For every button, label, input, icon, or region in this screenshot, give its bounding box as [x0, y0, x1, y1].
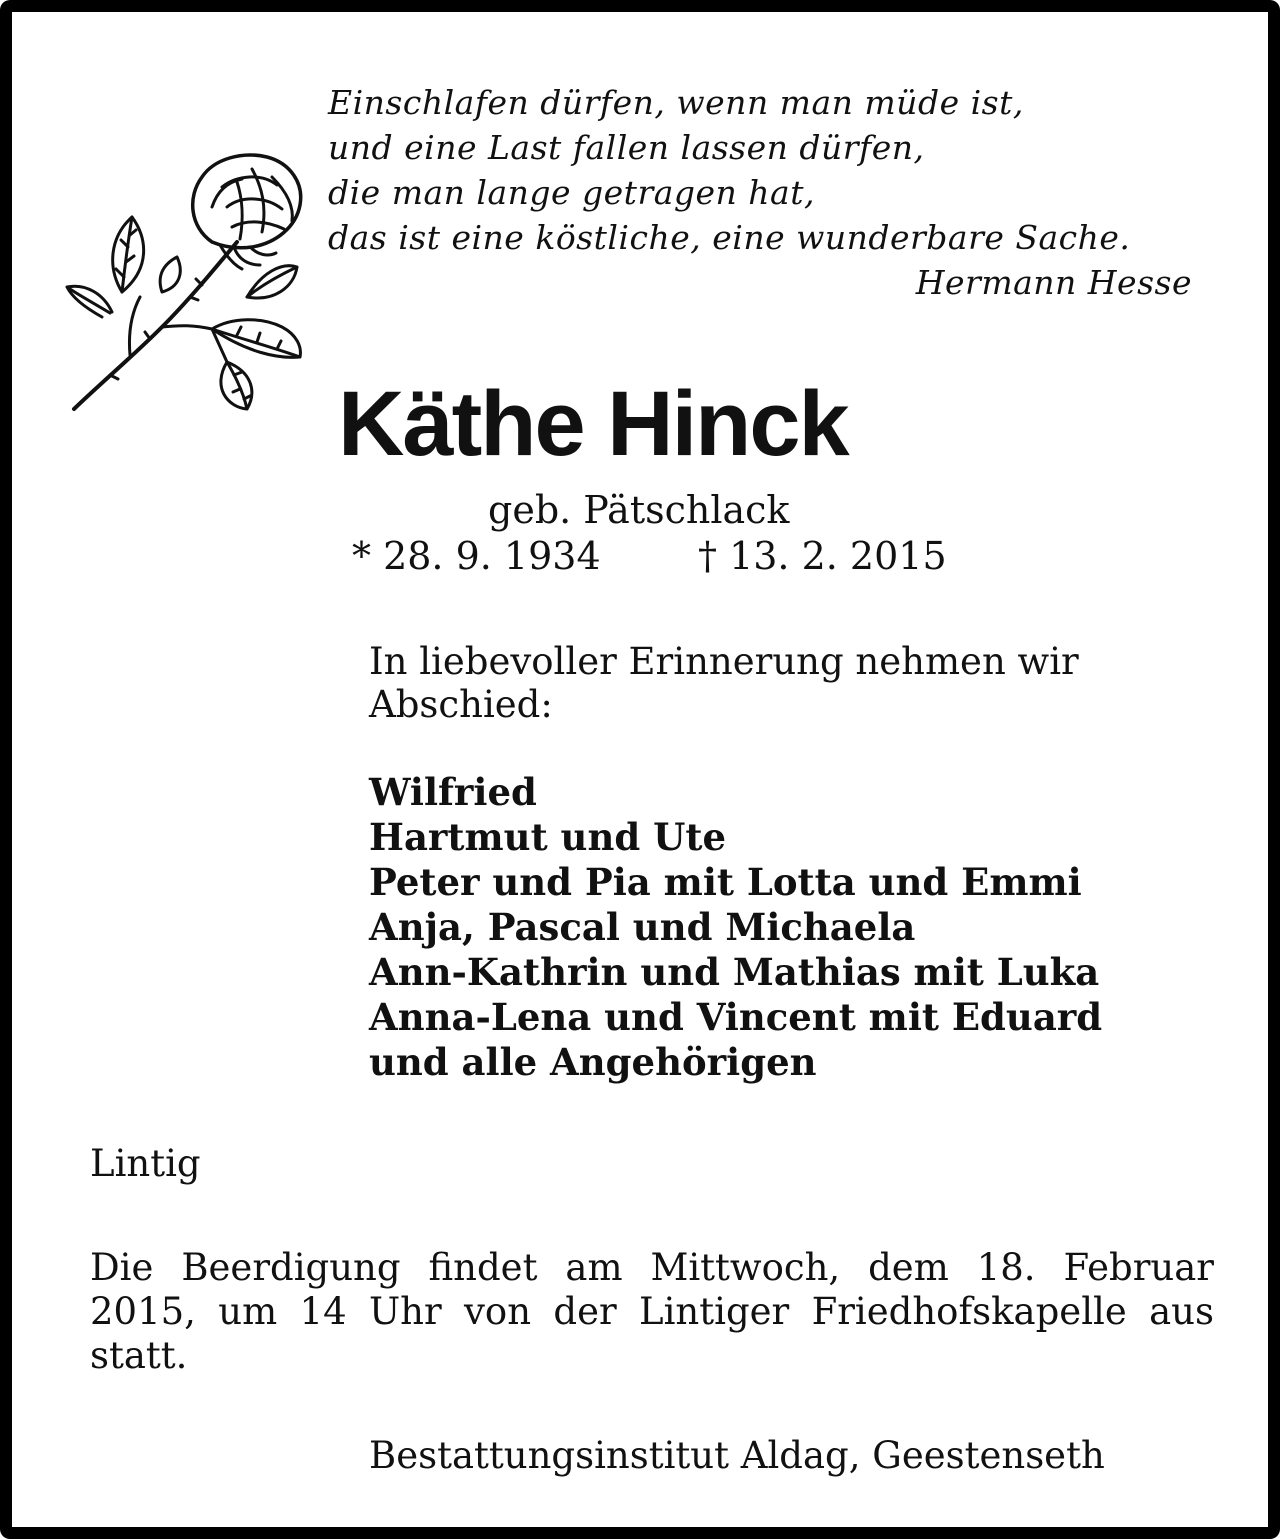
place-name: Lintig	[90, 1142, 201, 1185]
family-list	[369, 770, 1229, 1085]
family-member: Anja, Pascal und Michaela	[369, 905, 916, 949]
family-member: Wilfried	[369, 770, 537, 814]
family-member: Hartmut und Ute	[369, 815, 726, 859]
funeral-info: Die Beerdigung findet am Mittwoch, dem 18. Februar 2015, um 14 Uhr von der Lintiger Friedhofskapelle aus statt.	[90, 1246, 1214, 1377]
birth-name: geb. Pätschlack	[488, 488, 790, 532]
quote-line: Einschlafen dürfen, wenn man müde ist,	[328, 83, 1024, 122]
death-date: † 13. 2. 2015	[698, 534, 947, 578]
family-member: und alle Angehörigen	[369, 1040, 817, 1084]
family-member: Peter und Pia mit Lotta und Emmi	[369, 860, 1082, 904]
quote-author: Hermann Hesse	[915, 263, 1192, 302]
deceased-name: Käthe Hinck	[338, 373, 848, 475]
quote-line: und eine Last fallen lassen dürfen,	[328, 128, 925, 167]
rose-icon	[62, 147, 312, 422]
family-member: Ann-Kathrin und Mathias mit Luka	[369, 950, 1100, 994]
family-member: Anna-Lena und Vincent mit Eduard	[369, 995, 1103, 1039]
quote-line: die man lange getragen hat,	[328, 173, 815, 212]
undertaker-name: Bestattungsinstitut Aldag, Geestenseth	[369, 1434, 1105, 1477]
quote-line: das ist eine köstliche, eine wunderbare Sache.	[328, 218, 1131, 257]
memory-text: In liebevoller Erinnerung nehmen wir Abschied:	[369, 640, 1079, 726]
poem-quote	[328, 80, 1198, 305]
birth-date: * 28. 9. 1934	[352, 534, 601, 578]
